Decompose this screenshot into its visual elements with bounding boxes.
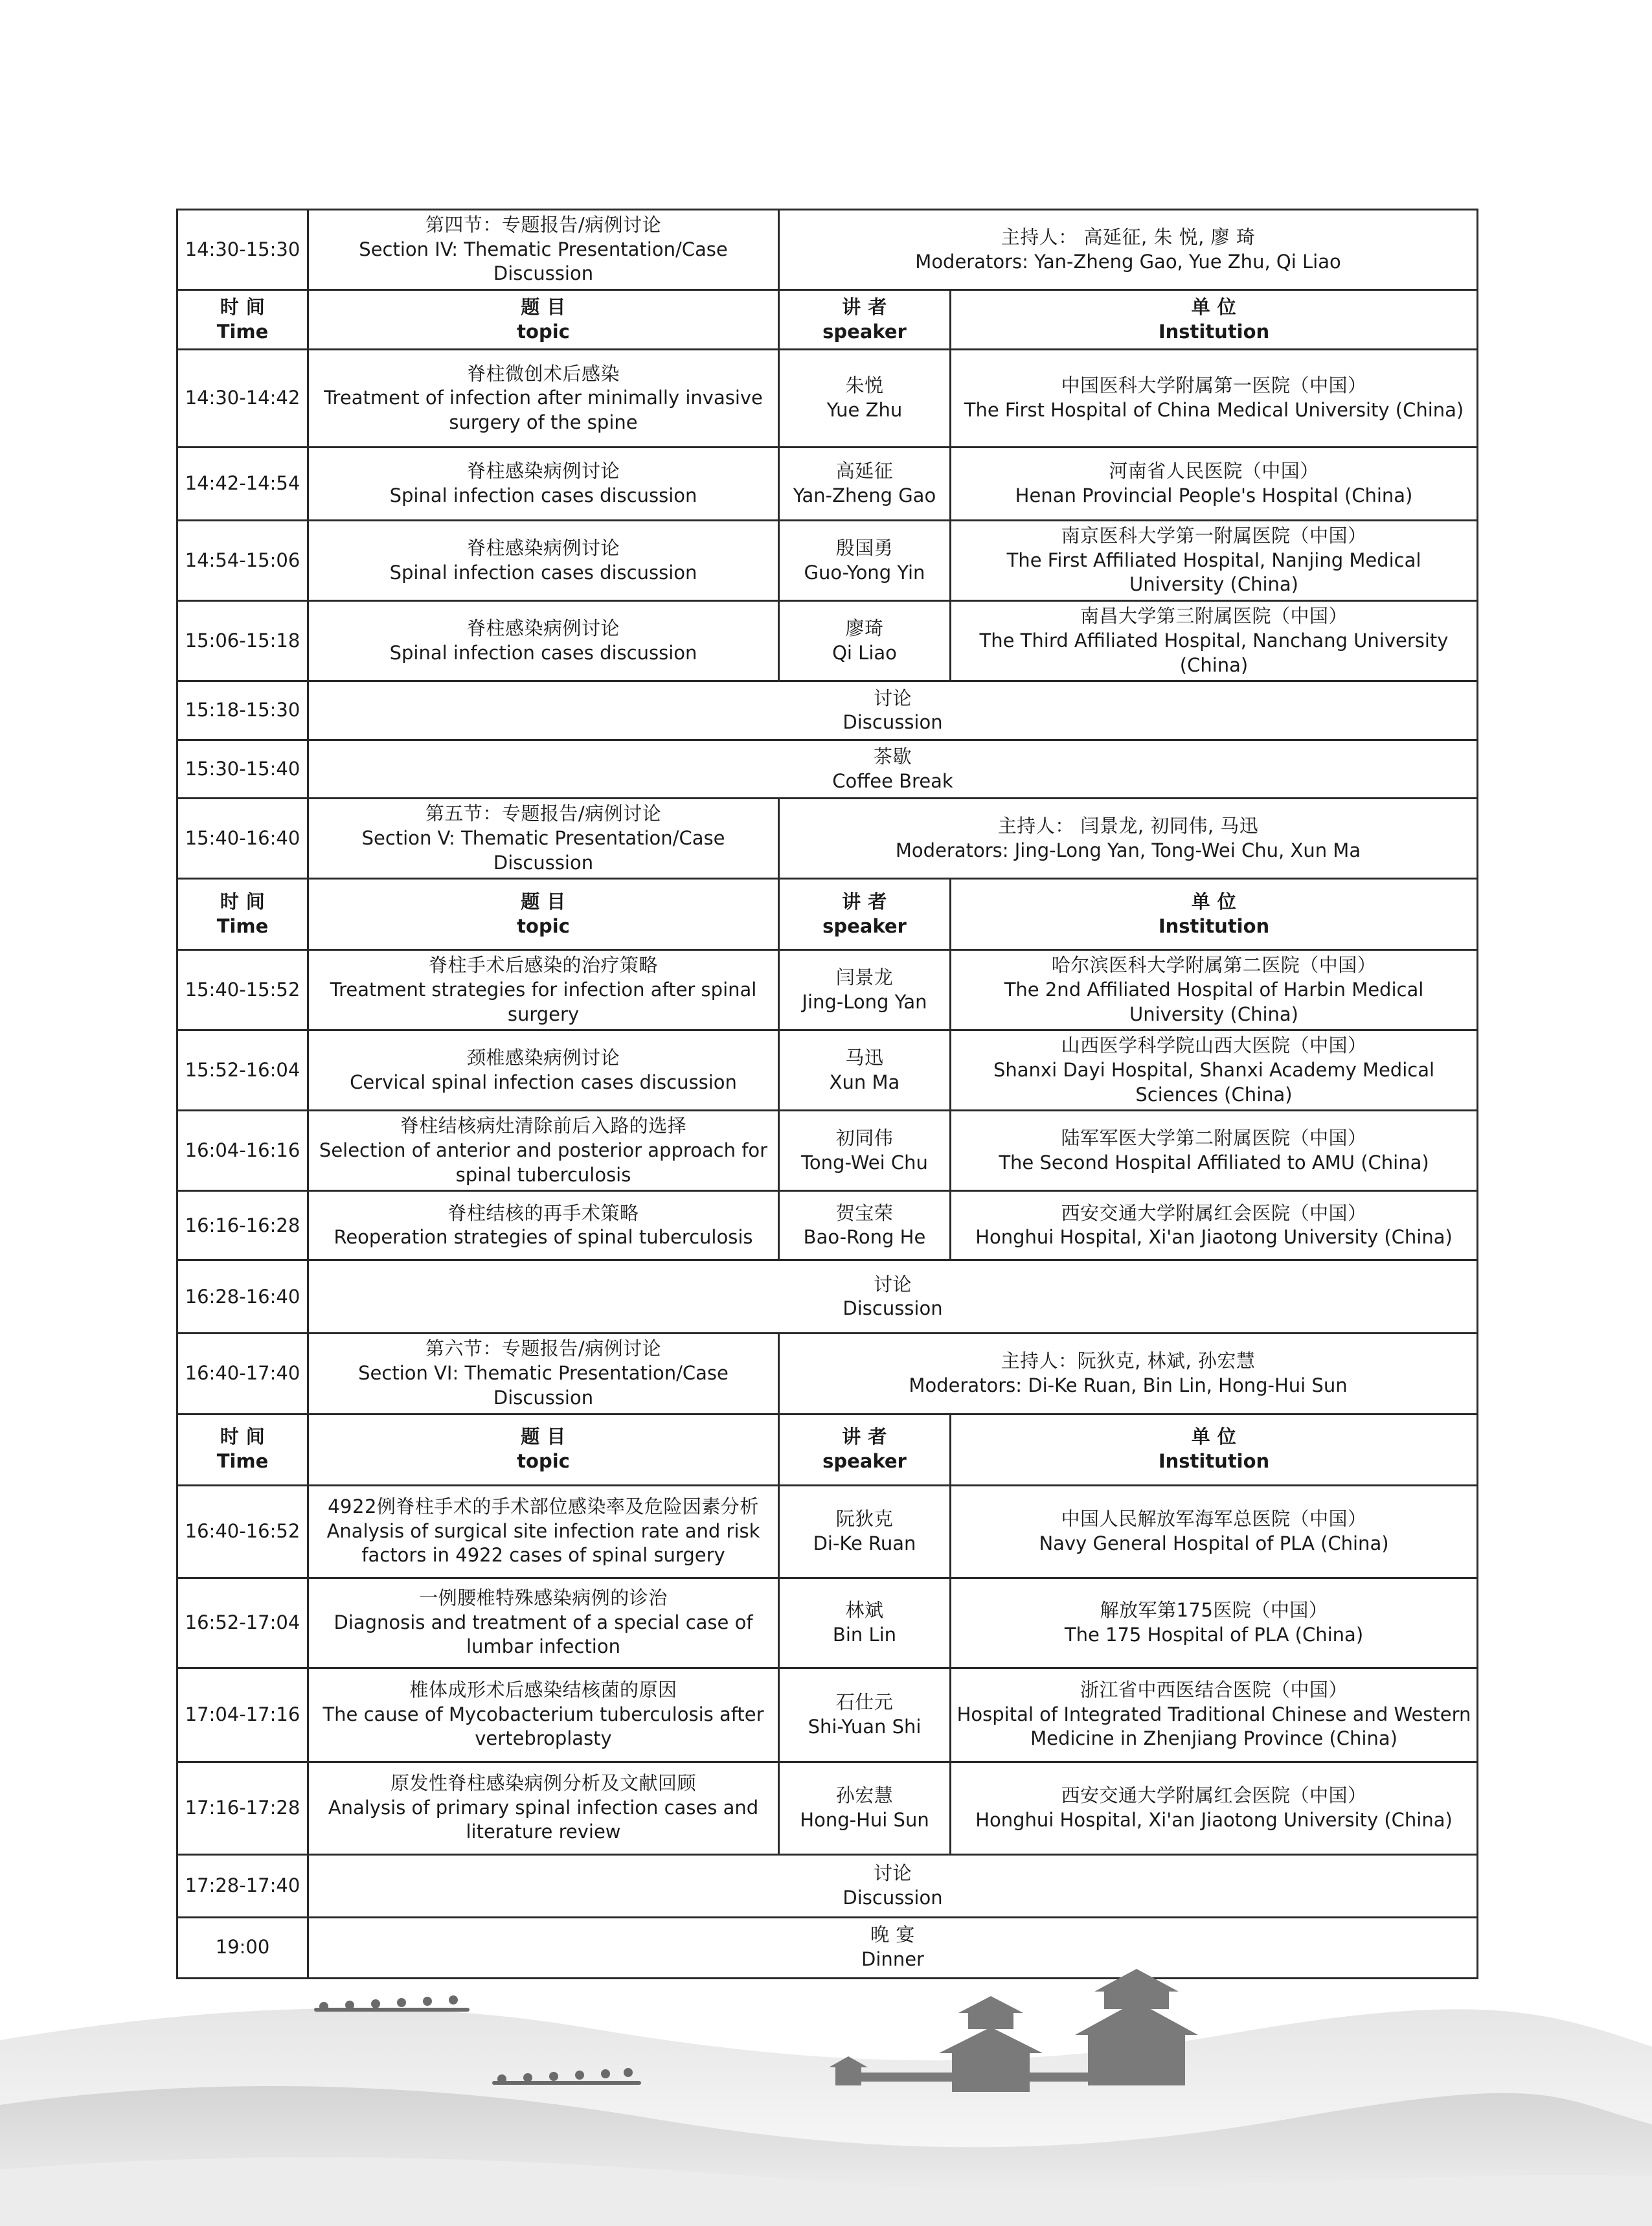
institution-cn: 中国医科大学附属第一医院（中国） <box>1061 374 1367 397</box>
topic-cell <box>308 521 779 601</box>
topic-cn: 4922例脊柱手术的手术部位感染率及危险因素分析 <box>328 1495 759 1517</box>
talk-time: 16:16-16:28 <box>185 1214 300 1236</box>
speaker-header <box>779 879 951 950</box>
institution-cell <box>951 1191 1478 1260</box>
speaker-cell <box>779 350 951 448</box>
break-label-cell <box>308 1854 1478 1917</box>
topic-header <box>308 1414 779 1485</box>
speaker-header <box>779 1414 951 1485</box>
institution-en: Shanxi Dayi Hospital, Shanxi Academy Medical Sciences (China) <box>993 1059 1435 1106</box>
program-table <box>176 209 1478 1979</box>
time-cell <box>177 1334 308 1414</box>
speaker-header-en: speaker <box>822 914 907 937</box>
talk-row <box>177 448 1478 521</box>
break-label-cell <box>308 681 1478 740</box>
break-label-en: Dinner <box>861 1948 924 1970</box>
speaker-en: Yan-Zheng Gao <box>793 484 936 507</box>
institution-cell <box>951 1030 1478 1111</box>
speaker-cell <box>779 1578 951 1668</box>
break-label-cn: 讨论 <box>874 1273 912 1295</box>
institution-cn: 浙江省中西医结合医院（中国） <box>1080 1678 1348 1701</box>
institution-en: The 2nd Affiliated Hospital of Harbin Medical University (China) <box>1004 978 1424 1025</box>
topic-en: Treatment of infection after minimally invasive surgery of the spine <box>324 387 763 433</box>
institution-cn: 河南省人民医院（中国） <box>1109 460 1319 483</box>
talk-time: 17:04-17:16 <box>185 1703 300 1725</box>
institution-cell <box>951 601 1478 681</box>
institution-en: Honghui Hospital, Xi'an Jiaotong University (China) <box>975 1226 1453 1249</box>
time-cell <box>177 210 308 290</box>
talk-time: 15:40-15:52 <box>185 978 300 1001</box>
time-header <box>177 879 308 950</box>
speaker-en: Hong-Hui Sun <box>800 1808 929 1831</box>
speaker-header-cn: 讲 者 <box>842 1425 887 1448</box>
break-row <box>177 1854 1478 1917</box>
session-time: 14:30-15:30 <box>185 238 300 260</box>
topic-cn: 原发性脊柱感染病例分析及文献回顾 <box>390 1771 696 1794</box>
topic-en: Selection of anterior and posterior approach for spinal tuberculosis <box>319 1139 768 1186</box>
talk-row <box>177 601 1478 681</box>
topic-cn: 脊柱感染病例讨论 <box>466 460 620 483</box>
speaker-cn: 殷国勇 <box>835 536 894 559</box>
institution-header-cn: 单 位 <box>1191 1425 1237 1448</box>
speaker-cn: 林斌 <box>845 1598 884 1621</box>
speaker-en: Tong-Wei Chu <box>801 1151 928 1174</box>
topic-en: Reoperation strategies of spinal tuberculosis <box>334 1226 753 1249</box>
speaker-cn: 初同伟 <box>835 1127 894 1150</box>
moderators-cn: 主持人：阮狄克, 林斌, 孙宏慧 <box>1001 1350 1256 1372</box>
topic-cell <box>308 1191 779 1260</box>
speaker-cn: 阮狄克 <box>835 1507 894 1530</box>
speaker-cn: 廖琦 <box>845 617 884 639</box>
column-header-row <box>177 1414 1478 1485</box>
talk-row <box>177 1030 1478 1111</box>
institution-cn: 山西医学科学院山西大医院（中国） <box>1061 1034 1367 1057</box>
section-title-en: Section V: Thematic Presentation/Case Discussion <box>361 826 725 874</box>
moderators-en: Moderators: Jing-Long Yan, Tong-Wei Chu, Xun Ma <box>895 839 1361 861</box>
time-cell <box>177 1762 308 1854</box>
talk-row <box>177 1111 1478 1191</box>
topic-header-cn: 题 目 <box>521 1425 566 1448</box>
institution-en: Henan Provincial People's Hospital (China) <box>1015 484 1413 507</box>
topic-en: Spinal infection cases discussion <box>389 561 697 584</box>
speaker-en: Di-Ke Ruan <box>813 1532 916 1554</box>
section-title-en: Section IV: Thematic Presentation/Case Discussion <box>359 238 728 285</box>
institution-en: The Second Hospital Affiliated to AMU (China) <box>999 1151 1429 1174</box>
topic-cell <box>308 601 779 681</box>
topic-header-en: topic <box>517 914 570 937</box>
institution-header-en: Institution <box>1158 914 1270 937</box>
break-label-cn: 讨论 <box>874 687 912 709</box>
speaker-en: Bao-Rong He <box>803 1226 926 1249</box>
speaker-cn: 贺宝荣 <box>835 1201 894 1224</box>
institution-cell <box>951 448 1478 521</box>
break-time: 15:18-15:30 <box>185 699 300 721</box>
time-header-en: Time <box>216 914 269 937</box>
time-header-en: Time <box>216 1450 269 1472</box>
moderators-cn: 主持人： 闫景龙, 初同伟, 马迅 <box>997 815 1259 837</box>
time-header-cn: 时 间 <box>220 295 266 318</box>
topic-cell <box>308 1762 779 1854</box>
talk-time: 16:04-16:16 <box>185 1139 300 1162</box>
speaker-en: Shi-Yuan Shi <box>808 1715 922 1738</box>
topic-cell <box>308 1668 779 1762</box>
institution-cell <box>951 350 1478 448</box>
topic-cell <box>308 1111 779 1191</box>
break-row <box>177 1260 1478 1334</box>
talk-time: 17:16-17:28 <box>185 1796 300 1819</box>
topic-en: Analysis of primary spinal infection cases and literature review <box>328 1796 759 1843</box>
time-cell <box>177 1030 308 1111</box>
speaker-cn: 马迅 <box>845 1047 884 1069</box>
talk-time: 16:52-17:04 <box>185 1611 300 1633</box>
speaker-cell <box>779 448 951 521</box>
speaker-cell <box>779 1191 951 1260</box>
time-cell <box>177 950 308 1030</box>
institution-cn: 中国人民解放军海军总医院（中国） <box>1061 1507 1367 1530</box>
institution-cell <box>951 1668 1478 1762</box>
program-table-body <box>177 210 1478 1979</box>
topic-en: Treatment strategies for infection after spinal surgery <box>330 978 757 1025</box>
session-time: 15:40-16:40 <box>185 826 300 849</box>
topic-cn: 脊柱结核的再手术策略 <box>447 1201 639 1224</box>
section-title-en: Section VI: Thematic Presentation/Case Discussion <box>358 1362 729 1409</box>
institution-header-en: Institution <box>1158 1450 1270 1472</box>
topic-en: The cause of Mycobacterium tuberculosis after vertebroplasty <box>322 1703 764 1750</box>
institution-header-cn: 单 位 <box>1191 891 1237 913</box>
institution-en: The Third Affiliated Hospital, Nanchang University (China) <box>979 629 1449 676</box>
topic-en: Spinal infection cases discussion <box>389 484 697 507</box>
break-label-en: Discussion <box>843 1297 943 1320</box>
speaker-cn: 高延征 <box>835 460 894 483</box>
speaker-en: Guo-Yong Yin <box>804 561 925 584</box>
speaker-cell <box>779 1030 951 1111</box>
break-row <box>177 740 1478 799</box>
moderators-cell <box>779 1334 1478 1414</box>
time-cell <box>177 601 308 681</box>
topic-cell <box>308 1030 779 1111</box>
institution-en: The 175 Hospital of PLA (China) <box>1064 1623 1364 1646</box>
institution-header <box>951 1414 1478 1485</box>
topic-header-en: topic <box>517 320 570 343</box>
break-time: 15:30-15:40 <box>185 757 300 780</box>
time-header <box>177 290 308 350</box>
break-label-en: Discussion <box>843 711 943 734</box>
institution-cell <box>951 521 1478 601</box>
time-header-cn: 时 间 <box>220 891 266 913</box>
talk-row <box>177 1485 1478 1578</box>
section-row <box>177 799 1478 879</box>
break-time: 19:00 <box>215 1936 270 1959</box>
speaker-cell <box>779 1668 951 1762</box>
time-cell <box>177 1260 308 1334</box>
institution-en: Hospital of Integrated Traditional Chinese and Western Medicine in Zhenjiang Province (China) <box>956 1703 1471 1750</box>
topic-cell <box>308 950 779 1030</box>
speaker-header-cn: 讲 者 <box>842 891 887 913</box>
speaker-cn: 朱悦 <box>845 374 884 397</box>
institution-cn: 南昌大学第三附属医院（中国） <box>1080 605 1348 628</box>
section-title-cell <box>308 1334 779 1414</box>
break-label-cn: 讨论 <box>874 1861 912 1884</box>
speaker-cell <box>779 950 951 1030</box>
talk-time: 14:42-14:54 <box>185 472 300 495</box>
section-title-cn: 第五节：专题报告/病例讨论 <box>425 802 662 825</box>
speaker-en: Bin Lin <box>832 1623 897 1646</box>
break-time: 17:28-17:40 <box>185 1874 300 1896</box>
speaker-en: Qi Liao <box>832 641 897 664</box>
topic-en: Analysis of surgical site infection rate and risk factors in 4922 cases of spinal surgery <box>326 1519 760 1567</box>
institution-en: The First Hospital of China Medical University (China) <box>964 399 1464 422</box>
session-time: 16:40-17:40 <box>185 1362 300 1385</box>
time-cell <box>177 350 308 448</box>
topic-en: Diagnosis and treatment of a special case of lumbar infection <box>334 1611 753 1658</box>
speaker-cell <box>779 1762 951 1854</box>
speaker-cell <box>779 1111 951 1191</box>
time-cell <box>177 1111 308 1191</box>
institution-en: The First Affiliated Hospital, Nanjing Medical University (China) <box>1006 549 1421 596</box>
institution-header-en: Institution <box>1158 320 1270 343</box>
time-cell <box>177 740 308 799</box>
time-cell <box>177 1578 308 1668</box>
column-header-row <box>177 879 1478 950</box>
topic-cn: 椎体成形术后感染结核菌的原因 <box>409 1678 677 1701</box>
time-cell <box>177 1485 308 1578</box>
pagoda-tower-icon <box>829 1969 1198 2092</box>
talk-row <box>177 350 1478 448</box>
time-cell <box>177 799 308 879</box>
topic-cn: 脊柱结核病灶清除前后入路的选择 <box>400 1115 687 1137</box>
break-label-cn: 茶歇 <box>874 745 912 767</box>
topic-cell <box>308 448 779 521</box>
topic-cn: 脊柱微创术后感染 <box>466 362 620 385</box>
break-label-en: Discussion <box>843 1886 943 1909</box>
topic-header-cn: 题 目 <box>521 891 566 913</box>
moderators-en: Moderators: Di-Ke Ruan, Bin Lin, Hong-Hui Sun <box>909 1374 1348 1396</box>
time-cell <box>177 681 308 740</box>
institution-cn: 陆军军医大学第二附属医院（中国） <box>1061 1127 1367 1150</box>
break-label-en: Coffee Break <box>832 769 953 792</box>
topic-header <box>308 879 779 950</box>
break-label-cell <box>308 1260 1478 1334</box>
institution-cn: 解放军第175医院（中国） <box>1100 1598 1328 1621</box>
talk-time: 14:54-15:06 <box>185 549 300 571</box>
talk-row <box>177 1578 1478 1668</box>
topic-cn: 颈椎感染病例讨论 <box>466 1047 620 1069</box>
talk-row <box>177 1191 1478 1260</box>
topic-header-en: topic <box>517 1450 570 1472</box>
speaker-en: Yue Zhu <box>826 399 903 422</box>
institution-en: Honghui Hospital, Xi'an Jiaotong University (China) <box>975 1808 1453 1831</box>
institution-header <box>951 290 1478 350</box>
topic-cell <box>308 350 779 448</box>
institution-cell <box>951 1111 1478 1191</box>
speaker-cn: 石仕元 <box>835 1690 894 1713</box>
moderators-en: Moderators: Yan-Zheng Gao, Yue Zhu, Qi Liao <box>915 250 1341 273</box>
talk-row <box>177 521 1478 601</box>
institution-cn: 西安交通大学附属红会医院（中国） <box>1061 1201 1367 1224</box>
time-header-en: Time <box>216 320 269 343</box>
topic-en: Cervical spinal infection cases discussion <box>350 1071 737 1093</box>
institution-cell <box>951 1762 1478 1854</box>
time-cell <box>177 1668 308 1762</box>
speaker-header-en: speaker <box>822 320 907 343</box>
moderators-cn: 主持人： 高延征, 朱 悦, 廖 琦 <box>1001 225 1256 248</box>
topic-cn: 脊柱感染病例讨论 <box>466 617 620 639</box>
institution-cell <box>951 950 1478 1030</box>
institution-cn: 西安交通大学附属红会医院（中国） <box>1061 1784 1367 1806</box>
time-cell <box>177 1191 308 1260</box>
time-cell <box>177 448 308 521</box>
time-cell <box>177 1854 308 1917</box>
talk-row <box>177 950 1478 1030</box>
speaker-header-en: speaker <box>822 1450 907 1472</box>
section-row <box>177 1334 1478 1414</box>
speaker-cn: 孙宏慧 <box>835 1784 894 1806</box>
institution-en: Navy General Hospital of PLA (China) <box>1039 1532 1389 1554</box>
topic-cell <box>308 1578 779 1668</box>
desert-landscape-illustration <box>0 1956 1652 2226</box>
time-cell <box>177 521 308 601</box>
time-header-cn: 时 间 <box>220 1425 266 1448</box>
speaker-header <box>779 290 951 350</box>
section-title-cell <box>308 210 779 290</box>
break-label-cell <box>308 740 1478 799</box>
topic-cn: 脊柱手术后感染的治疗策略 <box>428 954 658 977</box>
talk-time: 16:40-16:52 <box>185 1519 300 1542</box>
talk-time: 15:06-15:18 <box>185 629 300 652</box>
speaker-cn: 闫景龙 <box>835 966 894 989</box>
section-title-cell <box>308 799 779 879</box>
time-header <box>177 1414 308 1485</box>
moderators-cell <box>779 210 1478 290</box>
talk-row <box>177 1668 1478 1762</box>
institution-cn: 南京医科大学第一附属医院（中国） <box>1061 525 1367 547</box>
break-time: 16:28-16:40 <box>185 1285 300 1308</box>
speaker-en: Jing-Long Yan <box>802 990 927 1013</box>
topic-en: Spinal infection cases discussion <box>389 641 697 664</box>
topic-cn: 一例腰椎特殊感染病例的诊治 <box>419 1586 668 1609</box>
speaker-cell <box>779 521 951 601</box>
speaker-en: Xun Ma <box>829 1071 900 1093</box>
topic-cell <box>308 1485 779 1578</box>
institution-cell <box>951 1578 1478 1668</box>
break-row <box>177 681 1478 740</box>
institution-cell <box>951 1485 1478 1578</box>
talk-time: 14:30-14:42 <box>185 387 300 409</box>
institution-cn: 哈尔滨医科大学附属第二医院（中国） <box>1051 954 1377 977</box>
institution-header-cn: 单 位 <box>1191 295 1237 318</box>
section-title-cn: 第六节：专题报告/病例讨论 <box>425 1337 662 1360</box>
section-row <box>177 210 1478 290</box>
column-header-row <box>177 290 1478 350</box>
moderators-cell <box>779 799 1478 879</box>
section-title-cn: 第四节：专题报告/病例讨论 <box>425 214 662 236</box>
speaker-cell <box>779 1485 951 1578</box>
talk-row <box>177 1762 1478 1854</box>
institution-header <box>951 879 1478 950</box>
break-label-cn: 晚 宴 <box>870 1924 915 1946</box>
topic-header-cn: 题 目 <box>521 295 566 318</box>
speaker-cell <box>779 601 951 681</box>
topic-header <box>308 290 779 350</box>
speaker-header-cn: 讲 者 <box>842 295 887 318</box>
topic-cn: 脊柱感染病例讨论 <box>466 536 620 559</box>
talk-time: 15:52-16:04 <box>185 1059 300 1081</box>
